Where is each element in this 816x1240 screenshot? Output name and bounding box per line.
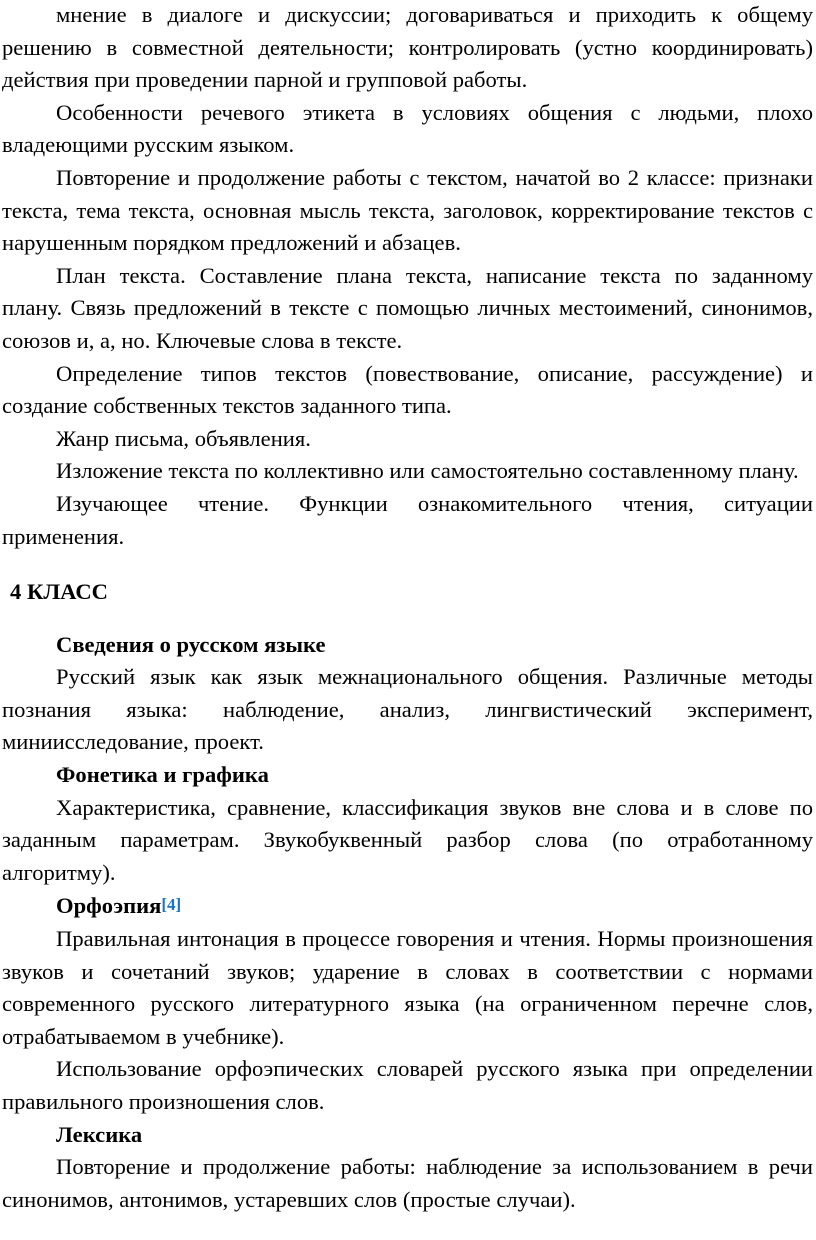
paragraph-speech-etiquette: Особенности речевого этикета в условиях общения с людьми, плохо владеющими русским языком. [2,99,813,158]
section-title-orthoepy: Орфоэпия [56,893,162,919]
section-title-phonetics: Фонетика и графика [56,762,269,788]
section-title-lexicon: Лексика [56,1121,143,1147]
paragraph-text-plan: План текста. Составление плана текста, написание текста по заданному плану. Связь предложений в тексте с помощью личных местоимений, синонимов, союзов и, а, но. Ключевые слова в тексте. [2,262,813,353]
paragraph-text-work: Повторение и продолжение работы с текстом, начатой во 2 классе: признаки текста, тема текста, основная мысль текста, заголовок, корректирование текстов с нарушенным порядком предложений и абзацев. [2,164,813,256]
section-text-orthoepy-norms: Правильная интонация в процессе говорения и чтения. Нормы произношения звуков и сочетаний звуков; ударение в словах в соответствии с нормами современного русского литературного языка (на ограниченном перечне слов, отрабатываемом в учебнике). [2,926,813,1049]
paragraph-text-types: Определение типов текстов (повествование, описание, рассуждение) и создание собственных текстов заданного типа. [2,360,813,419]
section-text-language-info: Русский язык как язык межнационального общения. Различные методы познания языка: наблюдение, анализ, лингвистический эксперимент, миниисследование, проект. [2,664,813,755]
section-text-orthoepy-dictionaries: Использование орфоэпических словарей русского языка при определении правильного произношения слов. [2,1056,813,1114]
paragraph-letter-genre: Жанр письма, объявления. [56,425,311,451]
paragraph-study-reading: Изучающее чтение. Функции ознакомительного чтения, ситуации применения. [2,490,813,549]
section-text-lexicon: Повторение и продолжение работы: наблюдение за использованием в речи синонимов, антонимов, устаревших слов (простые случаи). [2,1154,813,1212]
section-title-language-info: Сведения о русском языке [56,631,326,657]
section-heading-orthoepy [2,889,813,923]
section-text-phonetics: Характеристика, сравнение, классификация звуков вне слова и в слове по заданным параметрам. Звукобуквенный разбор слова (по отработанному алгоритму). [2,794,813,885]
grade-heading: 4 КЛАСС [10,579,108,605]
paragraph-text-retelling: Изложение текста по коллективно или самостоятельно составленному плану. [56,458,799,484]
paragraph-dialogue-continuation: мнение в диалоге и дискуссии; договариваться и приходить к общему решению в совместной деятельности; контролировать (устно координировать) действия при проведении парной и групповой работы. [2,2,813,93]
footnote-link[interactable]: [4] [161,895,182,915]
